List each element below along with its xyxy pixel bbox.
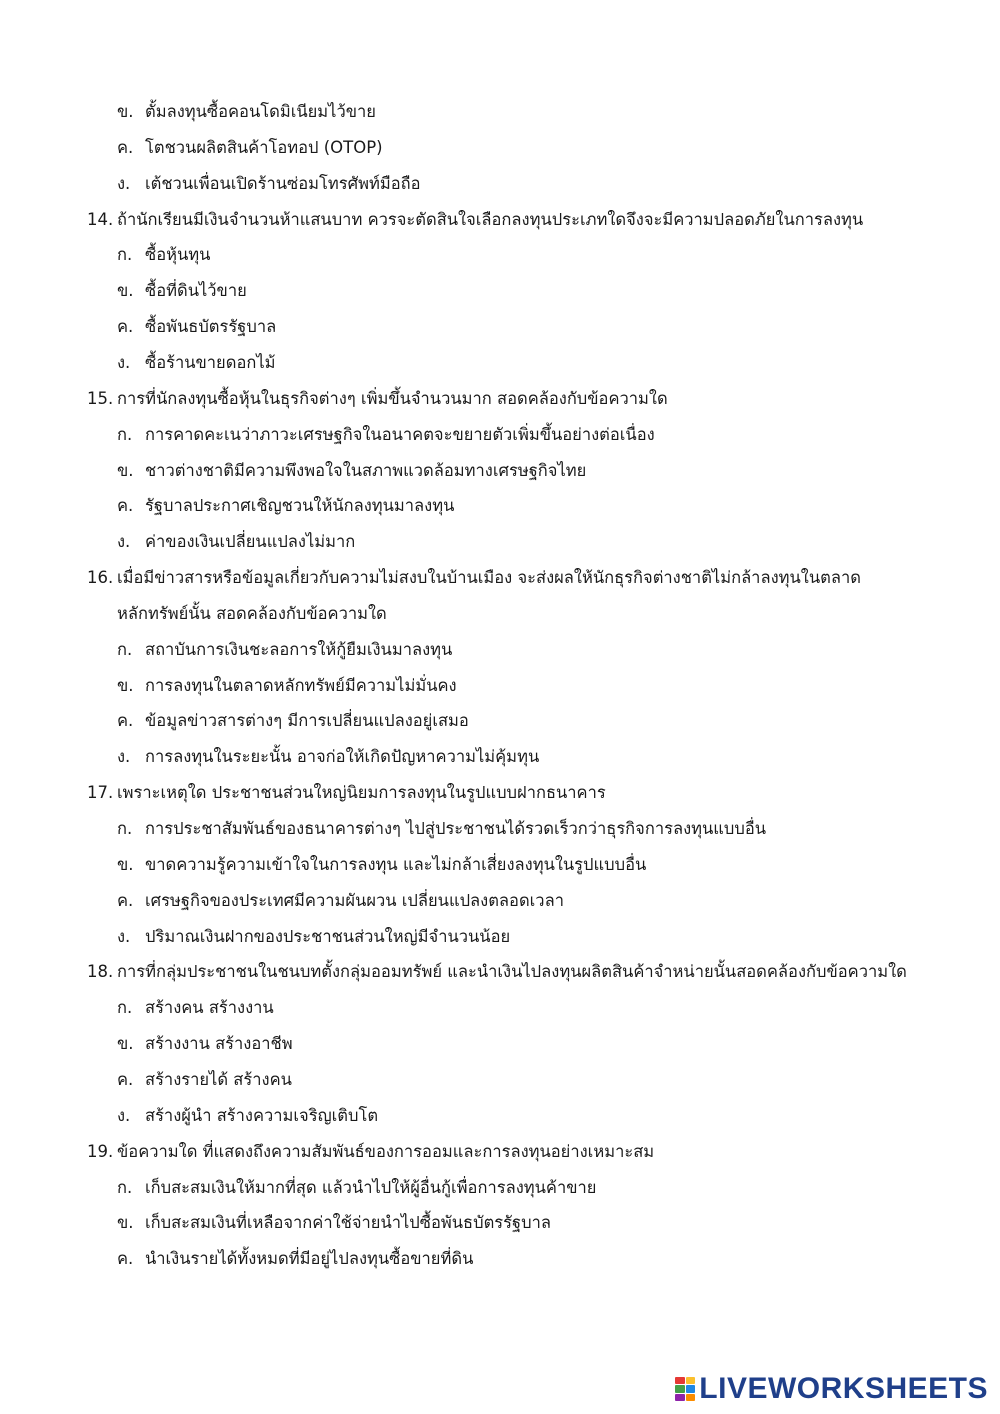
question-text: เมื่อมีข่าวสารหรือข้อมูลเกี่ยวกับความไม่สงบในบ้านเมือง จะส่งผลให้นักธุรกิจต่างชาติไม่กล้าลงทุนในตลาด <box>117 568 861 588</box>
option-text: สร้างงาน สร้างอาชีพ <box>145 1034 293 1054</box>
answer-option <box>117 315 276 339</box>
option-label: ค. <box>117 711 134 731</box>
option-text: สร้างรายได้ สร้างคน <box>145 1069 292 1089</box>
answer-option <box>117 1104 378 1128</box>
answer-option <box>117 1032 293 1056</box>
question-line <box>87 566 861 590</box>
logo-mark-block <box>675 1394 685 1401</box>
question-line <box>87 1140 654 1164</box>
option-label: ข. <box>117 460 134 480</box>
question-text: ถ้านักเรียนมีเงินจำนวนห้าแสนบาท ควรจะตัดสินใจเลือกลงทุนประเภทใดจึงจะมีความปลอดภัยในการลงทุน <box>117 209 864 229</box>
option-label: ง. <box>117 1105 131 1125</box>
question-number: 18. <box>87 962 114 982</box>
option-text: ชาวต่างชาติมีความพึงพอใจในสภาพแวดล้อมทางเศรษฐกิจไทย <box>145 460 587 480</box>
answer-option <box>117 1211 551 1235</box>
option-label: ค. <box>117 137 134 157</box>
option-label: ข. <box>117 1213 134 1233</box>
option-label: ข. <box>117 1034 134 1054</box>
option-text: เก็บสะสมเงินที่เหลือจากค่าใช้จ่ายนำไปซื้อพันธบัตรรัฐบาล <box>145 1213 551 1233</box>
question-number: 15. <box>87 388 114 408</box>
option-label: ก. <box>117 245 133 265</box>
answer-option <box>117 243 210 267</box>
question-number: 19. <box>87 1141 114 1161</box>
answer-option <box>117 889 564 913</box>
option-label: ค. <box>117 496 134 516</box>
answer-option <box>117 817 766 841</box>
option-text: รัฐบาลประกาศเชิญชวนให้นักลงทุนมาลงทุน <box>145 496 455 516</box>
question-line <box>87 208 863 232</box>
answer-option <box>117 674 457 698</box>
option-text: โตชวนผลิตสินค้าโอทอป (OTOP) <box>145 137 383 157</box>
question-text: หลักทรัพย์นั้น สอดคล้องกับข้อความใด <box>117 603 387 623</box>
question-text: เพราะเหตุใด ประชาชนส่วนใหญ่นิยมการลงทุนในรูปแบบฝากธนาคาร <box>117 783 606 803</box>
option-label: ง. <box>117 747 131 767</box>
option-label: ง. <box>117 532 131 552</box>
logo-mark-block <box>675 1385 685 1392</box>
question-number: 14. <box>87 209 114 229</box>
question-line <box>87 781 606 805</box>
question-number: 17. <box>87 783 114 803</box>
option-label: ง. <box>117 352 131 372</box>
logo-mark-block <box>686 1394 696 1401</box>
option-text: สถาบันการเงินชะลอการให้กู้ยืมเงินมาลงทุน <box>145 639 453 659</box>
option-text: สร้างคน สร้างงาน <box>145 998 274 1018</box>
option-label: ค. <box>117 1249 134 1269</box>
option-label: ข. <box>117 675 134 695</box>
option-text: นำเงินรายได้ทั้งหมดที่มีอยู่ไปลงทุนซื้อขายที่ดิน <box>145 1249 474 1269</box>
option-text: เศรษฐกิจของประเทศมีความผันผวน เปลี่ยนแปลงตลอดเวลา <box>145 890 564 910</box>
option-text: ซื้อพันธบัตรรัฐบาล <box>145 317 277 337</box>
logo-mark-block <box>675 1377 685 1384</box>
option-text: สร้างผู้นำ สร้างความเจริญเติบโต <box>145 1105 379 1125</box>
option-text: การคาดคะเนว่าภาวะเศรษฐกิจในอนาคตจะขยายตัวเพิ่มขึ้นอย่างต่อเนื่อง <box>145 424 655 444</box>
answer-option <box>117 530 355 554</box>
option-text: การประชาสัมพันธ์ของธนาคารต่างๆ ไปสู่ประชาชนได้รวดเร็วกว่าธุรกิจการลงทุนแบบอื่น <box>145 819 767 838</box>
answer-option <box>117 279 247 303</box>
answer-option <box>117 709 469 733</box>
option-label: ก. <box>117 819 133 838</box>
option-text: ซื้อที่ดินไว้ขาย <box>145 281 247 301</box>
option-label: ค. <box>117 1069 134 1089</box>
answer-option <box>117 996 274 1020</box>
question-number: 16. <box>87 568 114 588</box>
option-text: เก็บสะสมเงินให้มากที่สุด แล้วนำไปให้ผู้อื่นกู้เพื่อการลงทุนค้าขาย <box>145 1177 597 1197</box>
question-line <box>87 960 907 984</box>
question-line <box>87 387 668 411</box>
option-text: ค่าของเงินเปลี่ยนแปลงไม่มาก <box>145 532 356 552</box>
option-label: ง. <box>117 926 131 946</box>
option-text: การลงทุนในระยะนั้น อาจก่อให้เกิดปัญหาความไม่คุ้มทุน <box>145 747 540 767</box>
liveworksheets-logo-icon <box>675 1377 695 1401</box>
logo-mark-block <box>686 1385 696 1392</box>
option-label: ข. <box>117 102 134 121</box>
option-text: ปริมาณเงินฝากของประชาชนส่วนใหญ่มีจำนวนน้อย <box>145 926 511 946</box>
logo-mark-block <box>686 1377 696 1384</box>
answer-option <box>117 1176 596 1200</box>
liveworksheets-logo-text: LIVEWORKSHEETS <box>699 1372 988 1405</box>
option-text: ข้อมูลข่าวสารต่างๆ มีการเปลี่ยนแปลงอยู่เสมอ <box>145 711 469 731</box>
option-text: เต้ชวนเพื่อนเปิดร้านซ่อมโทรศัพท์มือถือ <box>145 173 421 193</box>
liveworksheets-logo[interactable] <box>675 1372 988 1406</box>
option-label: ก. <box>117 1177 133 1197</box>
answer-option <box>117 745 539 769</box>
option-label: ก. <box>117 424 133 444</box>
answer-option <box>117 172 421 196</box>
answer-option <box>117 1068 292 1092</box>
option-text: การลงทุนในตลาดหลักทรัพย์มีความไม่มั่นคง <box>145 675 457 695</box>
option-label: ก. <box>117 639 133 659</box>
answer-option <box>117 853 646 877</box>
answer-option <box>117 100 376 124</box>
option-label: ง. <box>117 173 131 193</box>
option-text: ตั้มลงทุนซื้อคอนโดมิเนียมไว้ขาย <box>145 102 376 121</box>
option-text: ซื้อหุ้นทุน <box>145 245 211 265</box>
answer-option <box>117 459 586 483</box>
option-text: ขาดความรู้ความเข้าใจในการลงทุน และไม่กล้าเสี่ยงลงทุนในรูปแบบอื่น <box>145 854 647 874</box>
option-label: ค. <box>117 890 134 910</box>
answer-option <box>117 638 452 662</box>
answer-option <box>117 351 276 375</box>
answer-option <box>117 136 383 160</box>
question-text: การที่กลุ่มประชาชนในชนบทตั้งกลุ่มออมทรัพย์ และนำเงินไปลงทุนผลิตสินค้าจำหน่ายนั้นสอดคล้องกับข้อความใด <box>117 962 907 982</box>
answer-option <box>117 423 655 447</box>
question-continuation <box>117 602 387 626</box>
option-text: ซื้อร้านขายดอกไม้ <box>145 352 276 372</box>
question-text: ข้อความใด ที่แสดงถึงความสัมพันธ์ของการออมและการลงทุนอย่างเหมาะสม <box>117 1141 655 1161</box>
option-label: ค. <box>117 317 134 337</box>
answer-option <box>117 925 510 949</box>
answer-option <box>117 1247 473 1271</box>
answer-option <box>117 494 454 518</box>
option-label: ข. <box>117 854 134 874</box>
question-text: การที่นักลงทุนซื้อหุ้นในธุรกิจต่างๆ เพิ่มขึ้นจำนวนมาก สอดคล้องกับข้อความใด <box>117 388 668 408</box>
option-label: ก. <box>117 998 133 1018</box>
option-label: ข. <box>117 281 134 301</box>
